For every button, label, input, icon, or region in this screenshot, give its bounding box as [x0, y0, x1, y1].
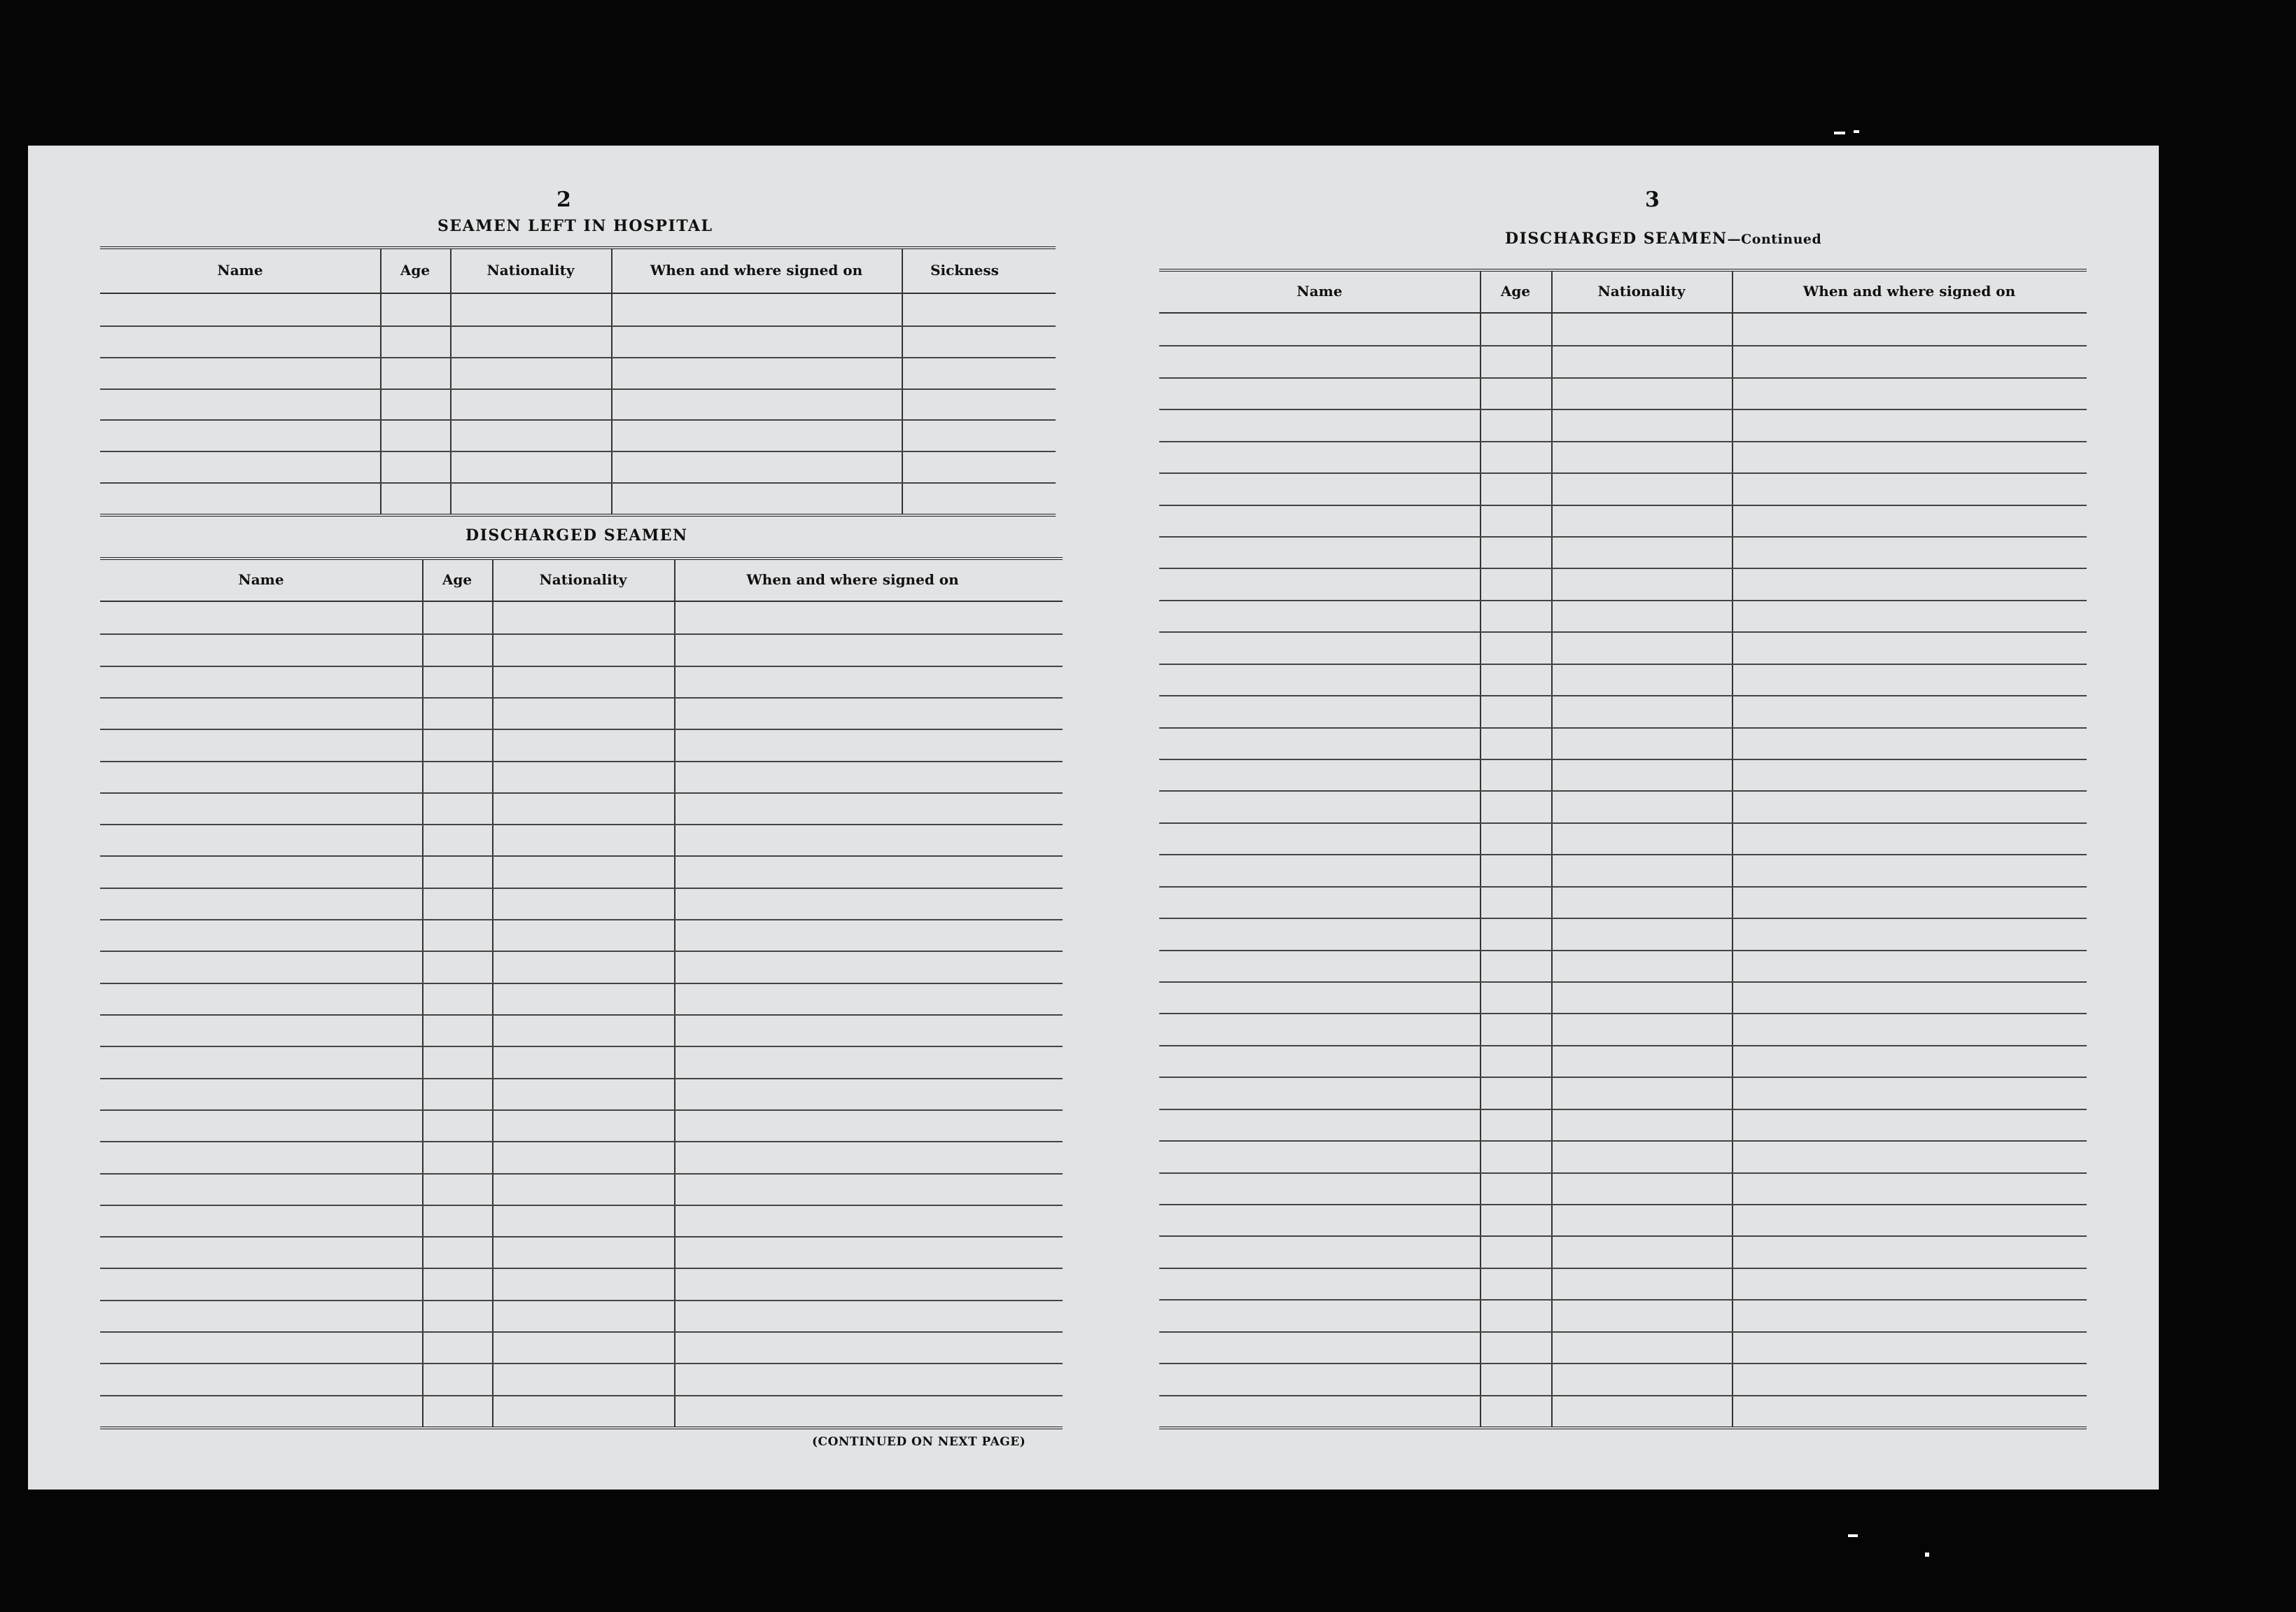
table-row-rule	[100, 1078, 1063, 1079]
table-row-rule	[100, 633, 1063, 635]
table-row-rule	[100, 451, 1056, 452]
table-row-rule	[100, 1268, 1063, 1269]
table-row-rule	[100, 761, 1063, 762]
table-row-rule	[100, 1109, 1063, 1111]
table-row-rule	[1159, 1140, 2087, 1142]
discharged-col-divider	[492, 560, 493, 1427]
table-row-rule	[100, 1236, 1063, 1238]
continued-footer-note: (CONTINUED ON NEXT PAGE)	[812, 1435, 1026, 1449]
left-page	[28, 146, 1092, 1490]
hospital-table	[100, 246, 1056, 517]
table-row-rule	[1159, 409, 2087, 410]
table-row-rule	[1159, 1077, 2087, 1078]
table-row-rule	[100, 666, 1063, 667]
table-row-rule	[100, 983, 1063, 984]
discharged-continued-title-suffix: —Continued	[1727, 232, 1822, 247]
table-row-rule	[100, 325, 1056, 327]
table-row-rule	[100, 792, 1063, 794]
hospital-col-age: Age	[400, 262, 430, 279]
table-row-rule	[100, 855, 1063, 857]
continued-col-age: Age	[1500, 283, 1531, 300]
hospital-col-divider	[380, 249, 382, 514]
table-row-rule	[1159, 854, 2087, 855]
table-row-rule	[1159, 759, 2087, 760]
table-row-rule	[1159, 631, 2087, 633]
discharged-continued-table	[1159, 269, 2087, 1429]
right-page	[1092, 146, 2159, 1490]
table-row-rule	[1159, 790, 2087, 792]
table-row-rule	[1159, 886, 2087, 888]
hospital-col-divider	[450, 249, 451, 514]
table-row-rule	[100, 824, 1063, 825]
discharged-col-divider	[422, 560, 424, 1427]
continued-col-divider	[1480, 272, 1481, 1427]
table-row-rule	[1159, 822, 2087, 824]
continued-col-nationality: Nationality	[1597, 283, 1686, 300]
table-row-rule	[1159, 1235, 2087, 1237]
hospital-col-divider	[902, 249, 903, 514]
continued-col-divider	[1732, 272, 1733, 1427]
table-row-rule	[100, 1014, 1063, 1016]
table-row-rule	[1159, 950, 2087, 951]
table-row-rule	[1159, 1395, 2087, 1396]
table-row-rule	[1159, 1045, 2087, 1046]
discharged-col-signed-on: When and where signed on	[746, 571, 959, 588]
table-row-rule	[100, 1395, 1063, 1396]
table-row-rule	[100, 419, 1056, 421]
continued-col-signed-on: When and where signed on	[1802, 283, 2016, 300]
table-row-rule	[1159, 981, 2087, 983]
table-row-rule	[1159, 536, 2087, 538]
scan-speck	[1854, 130, 1859, 133]
scanned-form-sheet	[28, 146, 2159, 1490]
page-number-left: 2	[556, 188, 571, 212]
table-row-rule	[100, 482, 1056, 484]
discharged-continued-title-main: DISCHARGED SEAMEN	[1505, 230, 1728, 248]
table-row-rule	[100, 697, 1063, 699]
table-row-rule	[100, 729, 1063, 730]
table-row-rule	[1159, 1204, 2087, 1205]
table-row-rule	[1159, 345, 2087, 346]
table-row-rule	[1159, 505, 2087, 506]
continued-col-name: Name	[1296, 283, 1343, 300]
table-row-rule	[100, 388, 1056, 390]
table-row-rule	[1159, 441, 2087, 442]
hospital-col-nationality: Nationality	[486, 262, 575, 279]
table-row-rule	[1159, 377, 2087, 379]
discharged-col-name: Name	[238, 571, 284, 588]
table-row-rule	[100, 951, 1063, 952]
scan-speck	[1848, 1534, 1858, 1537]
table-row-rule	[1159, 695, 2087, 696]
table-row-rule	[1159, 600, 2087, 601]
table-row-rule	[100, 888, 1063, 889]
hospital-col-signed-on: When and where signed on	[650, 262, 863, 279]
continued-col-divider	[1551, 272, 1553, 1427]
table-row-rule	[100, 357, 1056, 358]
table-row-rule	[1159, 1363, 2087, 1364]
table-row-rule	[1159, 1268, 2087, 1269]
table-row-rule	[1159, 1299, 2087, 1301]
page-number-right: 3	[1645, 188, 1660, 212]
table-row-rule	[1159, 1013, 2087, 1014]
discharged-col-divider	[674, 560, 676, 1427]
hospital-section-title: SEAMEN LEFT IN HOSPITAL	[438, 217, 713, 235]
table-row-rule	[100, 1363, 1063, 1364]
table-row-rule	[100, 1331, 1063, 1333]
table-row-rule	[100, 1205, 1063, 1206]
scan-speck	[1925, 1553, 1929, 1557]
hospital-col-divider	[611, 249, 612, 514]
table-row-rule	[1159, 568, 2087, 569]
table-row-rule	[100, 919, 1063, 920]
hospital-col-name: Name	[217, 262, 263, 279]
table-row-rule	[1159, 664, 2087, 665]
discharged-continued-title	[1505, 230, 1821, 248]
hospital-col-sickness: Sickness	[930, 262, 999, 279]
discharged-table	[100, 557, 1063, 1429]
table-row-rule	[1159, 1172, 2087, 1174]
table-row-rule	[100, 1046, 1063, 1047]
table-row-rule	[100, 1173, 1063, 1175]
table-row-rule	[1159, 472, 2087, 474]
scan-speck	[1834, 132, 1845, 134]
table-row-rule	[1159, 1331, 2087, 1333]
table-row-rule	[1159, 727, 2087, 729]
table-row-rule	[100, 1300, 1063, 1301]
discharged-col-nationality: Nationality	[539, 571, 627, 588]
discharged-section-title: DISCHARGED SEAMEN	[465, 526, 688, 545]
discharged-col-age: Age	[442, 571, 472, 588]
table-row-rule	[1159, 1109, 2087, 1110]
table-row-rule	[100, 1141, 1063, 1142]
table-row-rule	[1159, 918, 2087, 919]
